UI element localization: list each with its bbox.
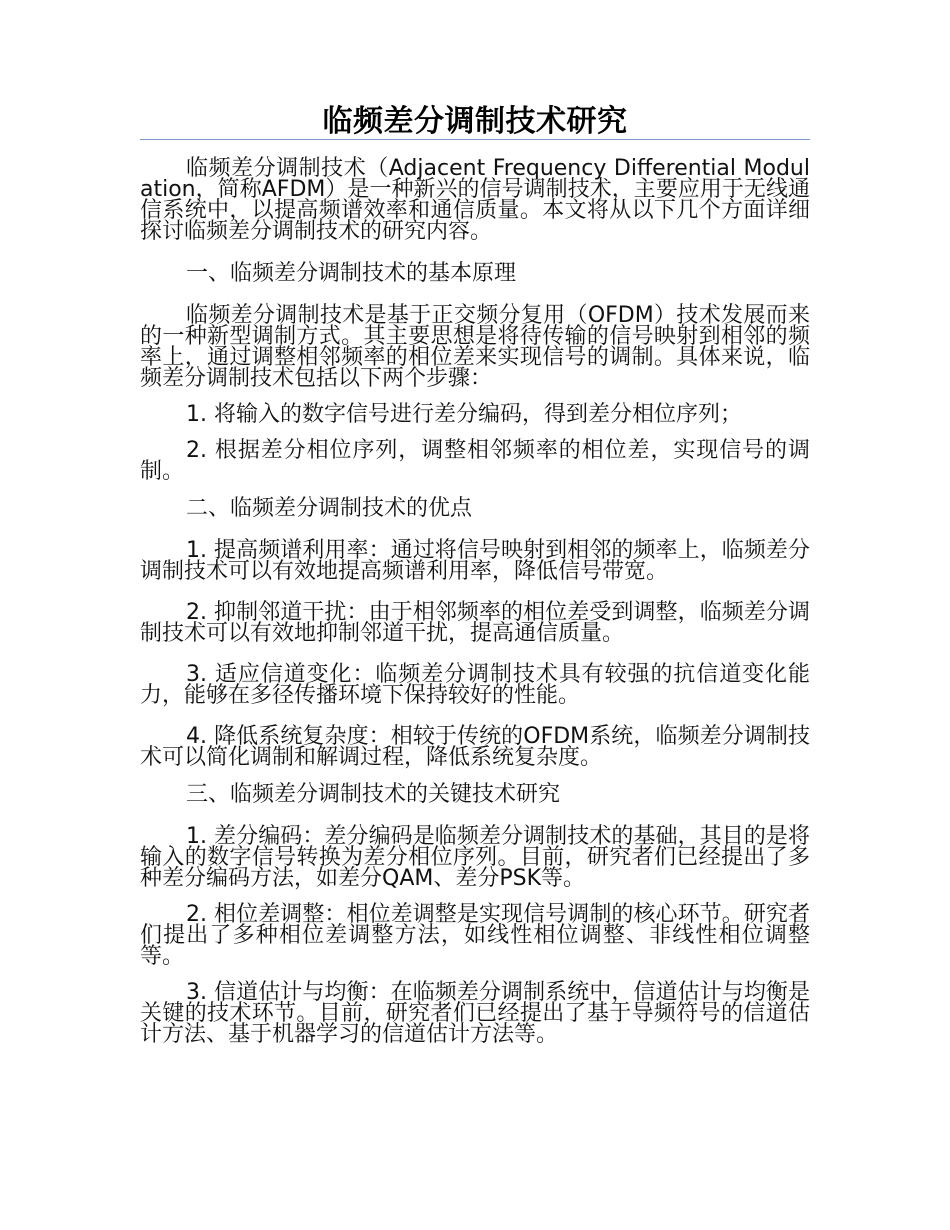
- section-heading-principle: 一、临频差分调制技术的基本原理: [186, 261, 517, 286]
- intro-paragraph: 临频差分调制技术（Adjacent Frequency Differential Modulation，简称AFDM）是一种新兴的信号调制技术，主要应用于无线通信系统中，以提高频谱效率和通信质量。本文将从以下几个方面详细探讨临频差分调制技术的研究内容。: [140, 156, 810, 244]
- advantage-item-3: 3. 适应信道变化：临频差分调制技术具有较强的抗信道变化能力，能够在多径传播环境下保持较好的性能。: [140, 662, 810, 708]
- advantage-item-1: 1. 提高频谱利用率：通过将信号映射到相邻的频率上，临频差分调制技术可以有效地提高频谱利用率，降低信号带宽。: [140, 538, 810, 584]
- principle-step-2: 2. 根据差分相位序列，调整相邻频率的相位差，实现信号的调制。: [140, 438, 810, 484]
- advantage-item-2: 2. 抑制邻道干扰：由于相邻频率的相位差受到调整，临频差分调制技术可以有效地抑制邻道干扰，提高通信质量。: [140, 600, 810, 646]
- section-heading-key-tech: 三、临频差分调制技术的关键技术研究: [186, 782, 561, 807]
- advantage-item-4: 4. 降低系统复杂度：相较于传统的OFDM系统，临频差分调制技术可以简化调制和解调过程，降低系统复杂度。: [140, 724, 810, 770]
- principle-paragraph: 临频差分调制技术是基于正交频分复用（OFDM）技术发展而来的一种新型调制方式。其主要思想是将待传输的信号映射到相邻的频率上，通过调整相邻频率的相位差来实现信号的调制。具体来说，临频差分调制技术包括以下两个步骤：: [140, 303, 810, 391]
- section-heading-advantages: 二、临频差分调制技术的优点: [186, 496, 473, 521]
- document-title: 临频差分调制技术研究: [322, 104, 628, 139]
- principle-step-1: 1. 将输入的数字信号进行差分编码，得到差分相位序列；: [186, 402, 742, 427]
- title-underline: [140, 139, 810, 140]
- key-tech-item-3: 3. 信道估计与均衡：在临频差分调制系统中，信道估计与均衡是关键的技术环节。目前，研究者们已经提出了基于导频符号的信道估计方法、基于机器学习的信道估计方法等。: [140, 980, 810, 1047]
- document-body: [140, 158, 810, 1060]
- key-tech-item-2: 2. 相位差调整：相位差调整是实现信号调制的核心环节。研究者们提出了多种相位差调整方法，如线性相位调整、非线性相位调整等。: [140, 902, 810, 969]
- key-tech-item-1: 1. 差分编码：差分编码是临频差分调制技术的基础，其目的是将输入的数字信号转换为差分相位序列。目前，研究者们已经提出了多种差分编码方法，如差分QAM、差分PSK等。: [140, 824, 810, 891]
